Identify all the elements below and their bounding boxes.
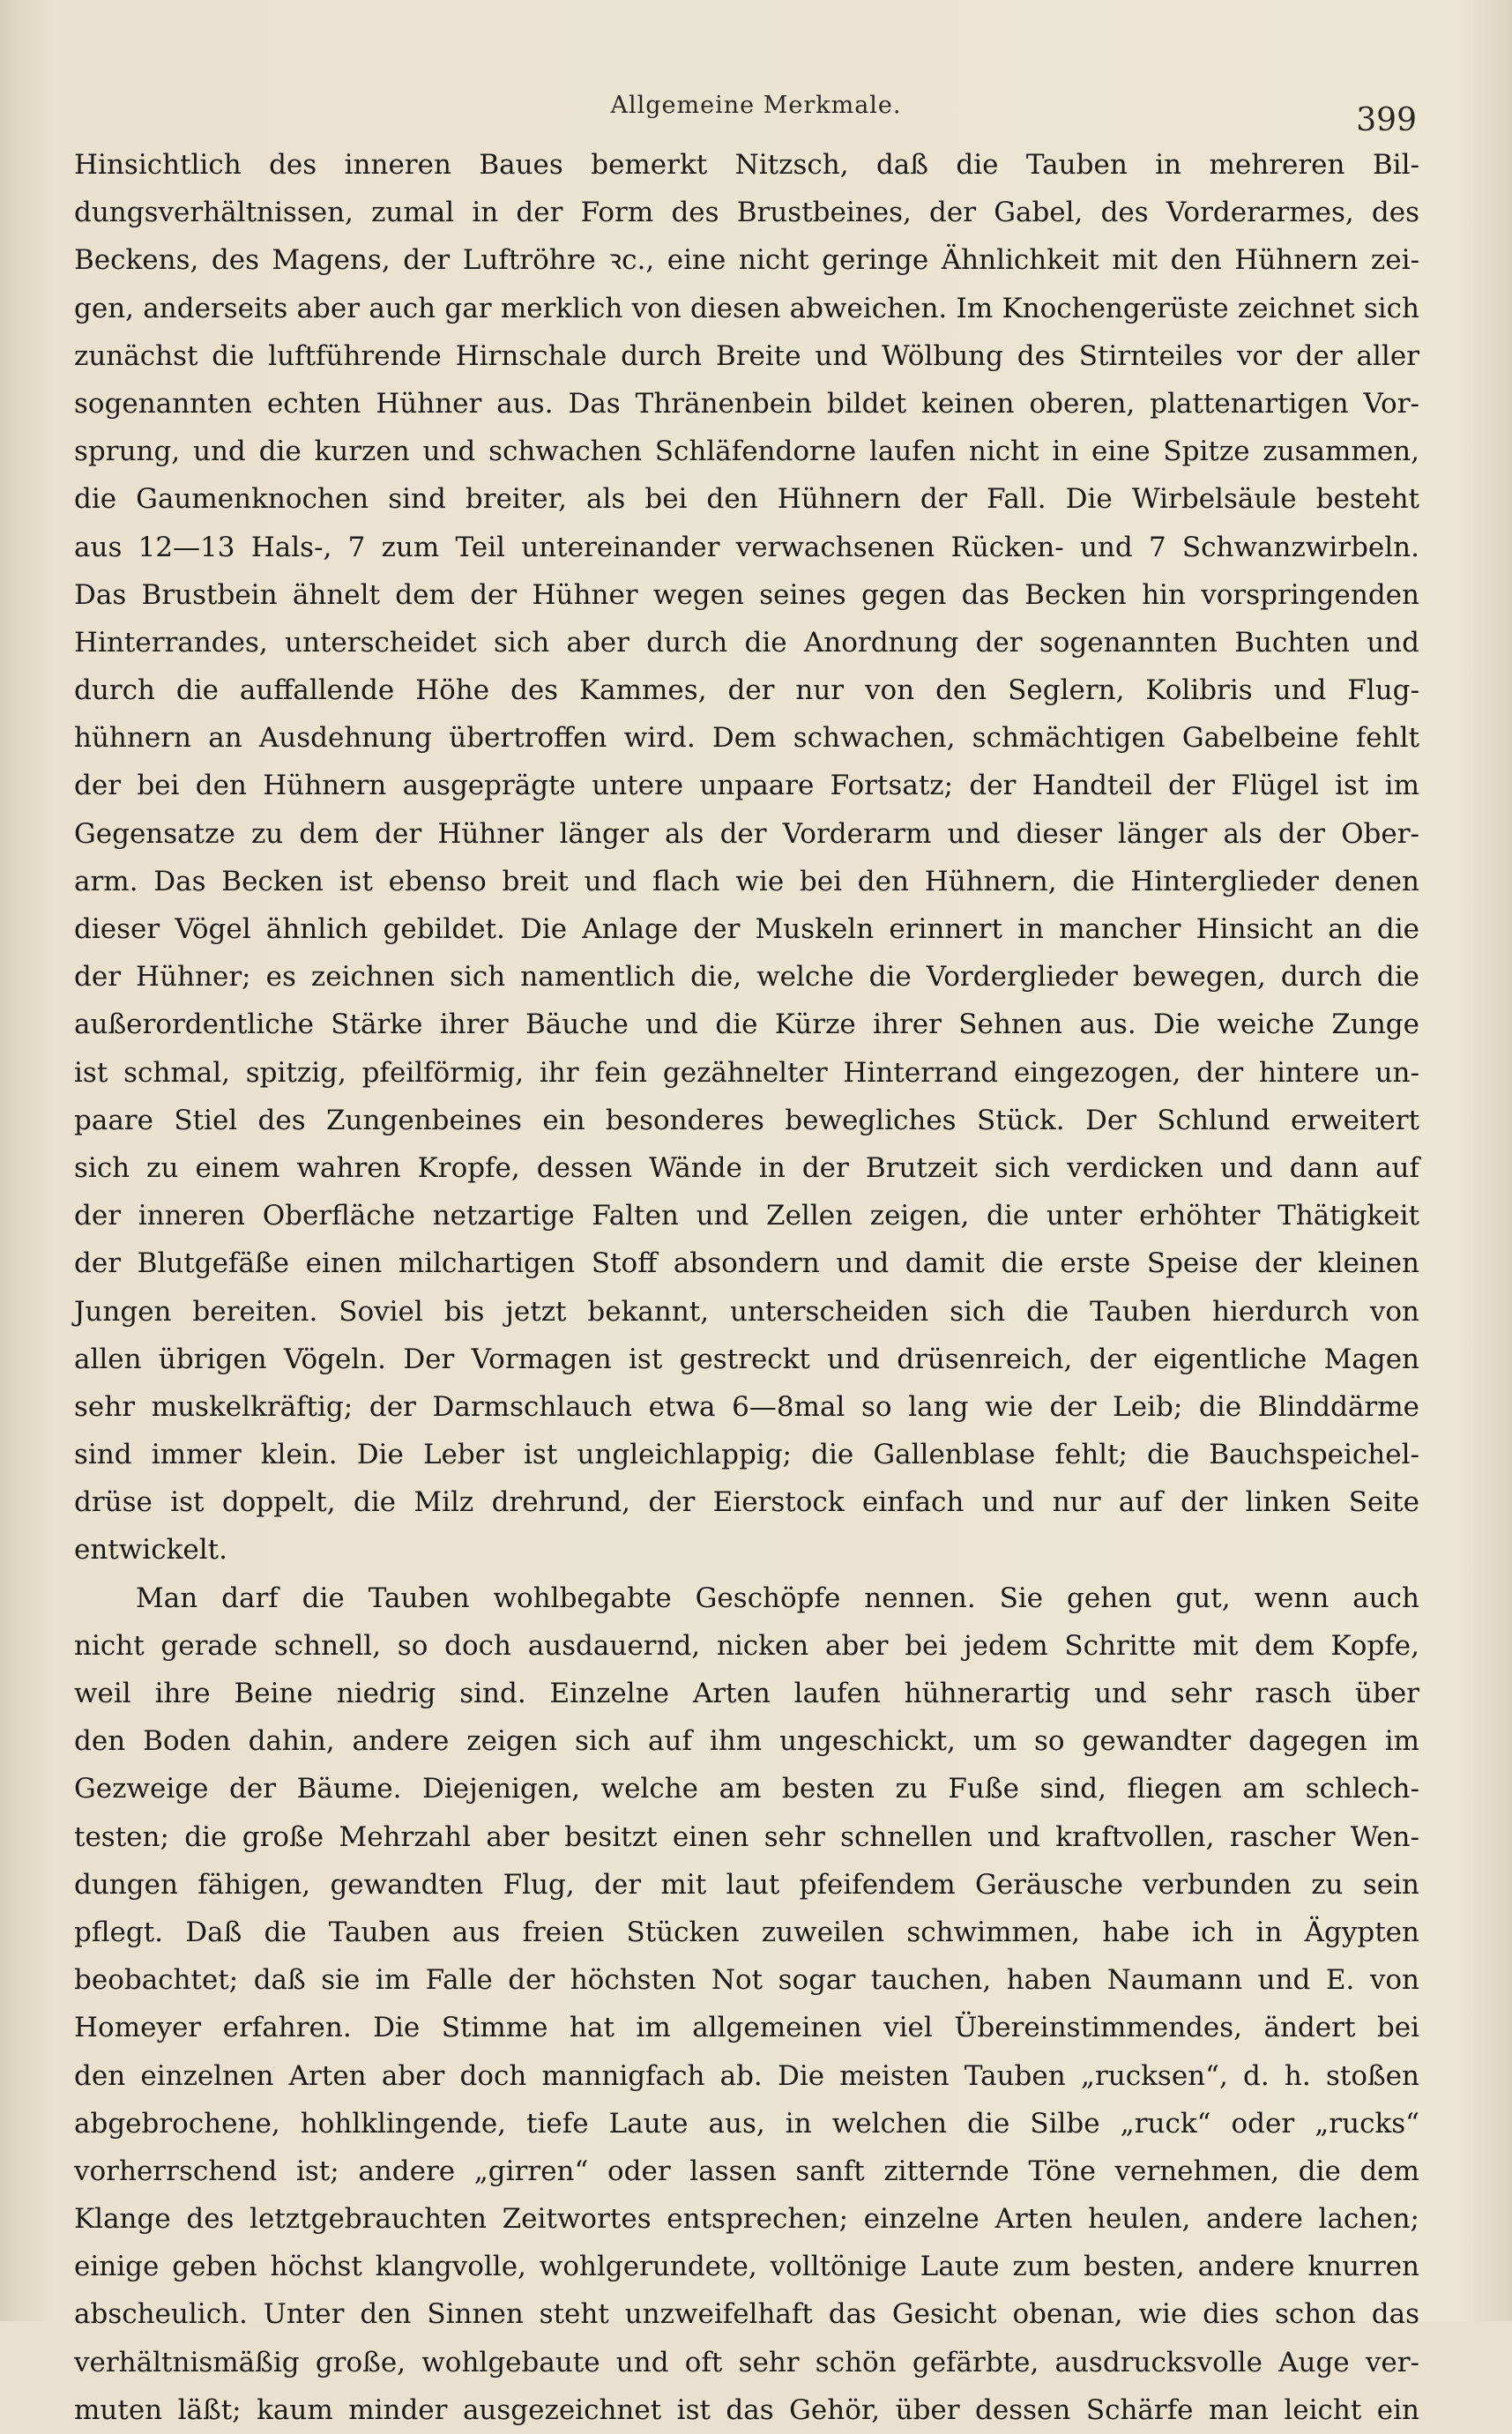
text-line: aus 12—13 Hals-, 7 zum Teil untereinander verwachsenen Rücken- und 7 Schwanzwirbeln. [74,531,1419,563]
text-line: abscheulich. Unter den Sinnen steht unzweifelhaft das Gesicht obenan, wie dies schon das [74,2298,1419,2331]
text-line: nicht gerade schnell, so doch ausdauernd, nicken aber bei jedem Schritte mit dem Kopfe, [74,1629,1419,1662]
text-line: dieser Vögel ähnlich gebildet. Die Anlage der Muskeln erinnert in mancher Hinsicht an die [74,913,1419,945]
text-line: allen übrigen Vögeln. Der Vormagen ist gestreckt und drüsenreich, der eigentliche Magen [74,1343,1419,1375]
text-line: gen, anderseits aber auch gar merklich von diesen abweichen. Im Knochengerüste zeichnet sich [74,292,1419,324]
text-line: drüse ist doppelt, die Milz drehrund, der Eierstock einfach und nur auf der linken Seite [74,1486,1419,1519]
text-line: die Gaumenknochen sind breiter, als bei den Hühnern der Fall. Die Wirbelsäule besteht [74,483,1419,516]
text-line: sehr muskelkräftig; der Darmschlauch etwa 6—8mal so lang wie der Leib; die Blinddärme [74,1390,1419,1423]
text-line: weil ihre Beine niedrig sind. Einzelne Arten laufen hühnerartig und sehr rasch über [74,1678,1419,1709]
text-line: der bei den Hühnern ausgeprägte untere unpaare Fortsatz; der Handteil der Flügel ist im [74,770,1419,802]
body-text [74,141,1419,2434]
text-line: den Boden dahin, andere zeigen sich auf ihm ungeschickt, um so gewandter dagegen im [74,1725,1419,1758]
text-line: Hinsichtlich des inneren Baues bemerkt Nitzsch, daß die Tauben in mehreren Bil- [74,149,1419,181]
text-line: dungen fähigen, gewandten Flug, der mit laut pfeifendem Geräusche verbunden zu sein [74,1868,1419,1901]
text-line: paare Stiel des Zungenbeines ein besonderes bewegliches Stück. Der Schlund erweitert [74,1104,1419,1136]
text-line: Gezweige der Bäume. Diejenigen, welche am besten zu Fuße sind, fliegen am schlech- [74,1773,1419,1805]
text-line: sind immer klein. Die Leber ist ungleichlappig; die Gallenblase fehlt; die Bauchspeichel- [74,1439,1419,1471]
text-line: Klange des letztgebrauchten Zeitwortes entsprechen; einzelne Arten heulen, andere lachen; [74,2203,1419,2236]
text-line: außerordentliche Stärke ihrer Bäuche und die Kürze ihrer Sehnen aus. Die weiche Zunge [74,1009,1419,1041]
page-number: 399 [1356,102,1417,138]
text-line: durch die auffallende Höhe des Kammes, der nur von den Seglern, Kolibris und Flug- [74,674,1419,707]
running-title: Allgemeine Merkmale. [610,92,902,119]
text-line: entwickelt. [74,1534,227,1567]
text-line: pflegt. Daß die Tauben aus freien Stücken zuweilen schwimmen, habe ich in Ägypten [74,1916,1419,1948]
text-line: Jungen bereiten. Soviel bis jetzt bekannt, unterscheiden sich die Tauben hierdurch von [74,1295,1419,1328]
text-line: Das Brustbein ähnelt dem der Hühner wegen seines gegen das Becken hin vorspringenden [74,578,1419,611]
text-line: ist schmal, spitzig, pfeilförmig, ihr fein gezähnelter Hinterrand eingezogen, der hintere un- [74,1056,1419,1089]
text-line: einige geben höchst klangvolle, wohlgerundete, volltönige Laute zum besten, andere knurren [74,2251,1419,2283]
text-line: verhältnismäßig große, wohlgebaute und oft sehr schön gefärbte, ausdrucksvolle Auge ver- [74,2346,1419,2378]
text-line: hühnern an Ausdehnung übertroffen wird. Dem schwachen, schmächtigen Gabelbeine fehlt [74,722,1419,755]
text-line: sogenannten echten Hühner aus. Das Thränenbein bildet keinen oberen, plattenartigen Vor- [74,387,1419,420]
text-line: beobachtet; daß sie im Falle der höchsten Not sogar tauchen, haben Naumann und E. von [74,1964,1419,1997]
text-line: arm. Das Becken ist ebenso breit und flach wie bei den Hühnern, die Hinterglieder denen [74,865,1419,897]
text-line: sich zu einem wahren Kropfe, dessen Wände in der Brutzeit sich verdicken und dann auf [74,1151,1419,1184]
text-line: sprung, und die kurzen und schwachen Schläfendorne laufen nicht in eine Spitze zusammen, [74,435,1419,468]
text-line: testen; die große Mehrzahl aber besitzt einen sehr schnellen und kraftvollen, rascher Wen- [74,1820,1419,1853]
text-line: dungsverhältnissen, zumal in der Form des Brustbeines, der Gabel, des Vorderarmes, des [74,197,1419,229]
text-line: Beckens, des Magens, der Luftröhre ꝛc., eine nicht geringe Ähnlichkeit mit den Hühnern zei- [74,244,1419,277]
text-line: den einzelnen Arten aber doch mannigfach ab. Die meisten Tauben „rucksen“, d. h. stoßen [74,2059,1419,2092]
text-line: muten läßt; kaum minder ausgezeichnet ist das Gehör, über dessen Schärfe man leicht ein [74,2393,1419,2426]
text-line: Gegensatze zu dem der Hühner länger als der Vorderarm und dieser länger als der Ober- [74,817,1419,850]
text-line: der inneren Oberfläche netzartige Falten und Zellen zeigen, die unter erhöhter Thätigkeit [74,1200,1419,1232]
text-line: der Hühner; es zeichnen sich namentlich die, welche die Vorderglieder bewegen, durch die [74,961,1419,994]
text-line: Hinterrandes, unterscheidet sich aber durch die Anordnung der sogenannten Buchten und [74,626,1419,659]
text-line: zunächst die luftführende Hirnschale durch Breite und Wölbung des Stirnteiles vor der aller [74,339,1419,372]
text-line: vorherrschend ist; andere „girren“ oder lassen sanft zitternde Töne vernehmen, die dem [74,2155,1419,2187]
text-line: abgebrochene, hohlklingende, tiefe Laute aus, in welchen die Silbe „ruck“ oder „rucks“ [74,2107,1419,2140]
text-line: Man darf die Tauben wohlbegabte Geschöpfe nennen. Sie gehen gut, wenn auch [136,1582,1419,1614]
text-line: Homeyer erfahren. Die Stimme hat im allgemeinen viel Übereinstimmendes, ändert bei [74,2012,1419,2044]
text-line: der Blutgefäße einen milchartigen Stoff absondern und damit die erste Speise der kleinen [74,1247,1419,1280]
